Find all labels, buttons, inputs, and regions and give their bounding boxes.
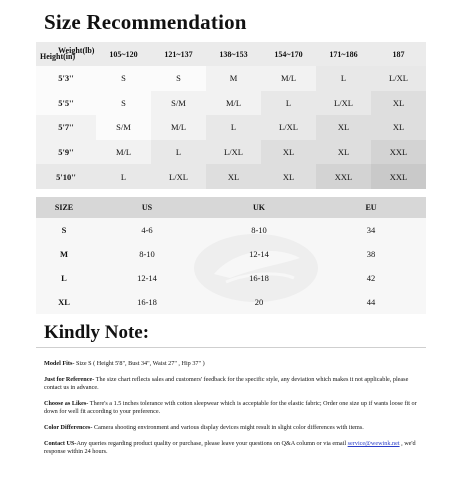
size-cell: XXL	[316, 164, 371, 189]
notes-section	[44, 360, 420, 464]
height-header: 5'3''	[36, 66, 96, 91]
table-corner-cell	[36, 42, 96, 66]
height-header: 5'5''	[36, 91, 96, 116]
size-cell: L/XL	[151, 164, 206, 189]
weight-header: 154~170	[261, 42, 316, 66]
uk-value: 16-18	[249, 273, 269, 283]
table-row	[36, 140, 426, 165]
divider	[36, 347, 426, 348]
us-column-header: US	[141, 203, 153, 212]
size-cell: XL	[206, 164, 261, 189]
weight-header: 105~120	[96, 42, 151, 66]
note-label: Just for Reference-	[44, 376, 95, 383]
size-cell: L	[96, 164, 151, 189]
size-cell: S	[96, 91, 151, 116]
size-cell: L	[206, 115, 261, 140]
weight-header: 171~186	[316, 42, 371, 66]
note-text: Camera shooting environment and various display devices might result in slight color differences with items.	[92, 424, 364, 431]
eu-value: 34	[366, 225, 376, 235]
size-cell: M/L	[96, 140, 151, 165]
page-title: Size Recommendation	[44, 10, 247, 34]
size-cell: S	[151, 66, 206, 91]
table-row	[36, 242, 426, 266]
weight-header-row	[36, 42, 426, 66]
size-cell: XL	[316, 115, 371, 140]
table-row	[36, 218, 426, 242]
weight-axis-label: Weight(lb)	[58, 46, 95, 55]
table-row	[36, 91, 426, 116]
size-cell: M/L	[151, 115, 206, 140]
size-cell: S/M	[151, 91, 206, 116]
size-recommendation-table	[36, 42, 426, 189]
eu-value: 42	[366, 273, 376, 283]
size-label: L	[61, 273, 67, 283]
uk-column-header: UK	[253, 203, 265, 212]
size-cell: XL	[261, 164, 316, 189]
weight-header: 138~153	[206, 42, 261, 66]
note-label: Contact US-	[44, 440, 77, 447]
us-value: 16-18	[137, 297, 157, 307]
note-text: The size chart reflects sales and customers' feedback for the specific style, any deviation which makes it not applicable, please contact us in advance.	[44, 376, 409, 391]
note-label: Model Fits-	[44, 360, 75, 367]
size-cell: M/L	[206, 91, 261, 116]
size-cell: XL	[316, 140, 371, 165]
email-link[interactable]: service@wewink.net	[347, 440, 400, 447]
size-cell: L	[316, 66, 371, 91]
size-label: XL	[58, 297, 70, 307]
table-row	[36, 115, 426, 140]
size-label: M	[59, 249, 69, 259]
height-axis-label: Height(in)	[40, 52, 76, 61]
note-model-fits	[44, 360, 420, 368]
note-label: Choose as Likes-	[44, 400, 89, 407]
note-text: , we'd response within 24 hours.	[44, 440, 416, 455]
size-cell: L/XL	[206, 140, 261, 165]
size-cell: XL	[261, 140, 316, 165]
size-cell: L	[261, 91, 316, 116]
eu-value: 44	[366, 297, 376, 307]
table-row	[36, 266, 426, 290]
note-text: There's a 1.5 inches tolerance with cotton sleepwear which is acceptable for the elastic fabric; Order one size up if wants loose fit or down for well fit according to your preference.	[44, 400, 417, 415]
note-color-differences	[44, 424, 420, 432]
height-header: 5'9''	[36, 140, 96, 165]
size-cell: XL	[371, 115, 426, 140]
size-cell: M	[206, 66, 261, 91]
note-reference	[44, 376, 420, 392]
kindly-note-heading: Kindly Note:	[44, 322, 150, 343]
eu-value: 38	[366, 249, 376, 259]
weight-header: 121~137	[151, 42, 206, 66]
size-cell: XXL	[371, 140, 426, 165]
height-header: 5'7''	[36, 115, 96, 140]
conversion-body	[36, 218, 426, 314]
note-contact-us	[44, 440, 420, 456]
size-cell: XXL	[371, 164, 426, 189]
size-cell: S	[96, 66, 151, 91]
us-value: 12-14	[137, 273, 157, 283]
table-row	[36, 66, 426, 91]
size-conversion-table	[36, 197, 426, 314]
size-cell: L	[151, 140, 206, 165]
size-cell: XL	[371, 91, 426, 116]
eu-column-header: EU	[365, 203, 377, 212]
uk-value: 20	[254, 297, 264, 307]
weight-header: 187	[371, 42, 426, 66]
us-value: 8-10	[139, 249, 155, 259]
size-cell: L/XL	[261, 115, 316, 140]
height-header: 5'10''	[36, 164, 96, 189]
size-label: S	[61, 225, 67, 235]
note-label: Color Differences-	[44, 424, 93, 431]
note-text: Any queries regarding product quality or purchase, please leave your questions on Q&A column or via email	[76, 440, 348, 447]
conversion-header-row	[36, 197, 426, 218]
table-row	[36, 290, 426, 314]
size-cell: L/XL	[371, 66, 426, 91]
us-value: 4-6	[141, 225, 153, 235]
table-row	[36, 164, 426, 189]
size-cell: S/M	[96, 115, 151, 140]
size-cell: L/XL	[316, 91, 371, 116]
note-text: Size S ( Height 5'8", Bust 34", Waist 27" , Hip 37" )	[74, 360, 205, 367]
note-choose-as-likes	[44, 400, 420, 416]
size-column-header: SIZE	[54, 203, 74, 212]
size-cell: M/L	[261, 66, 316, 91]
uk-value: 8-10	[251, 225, 267, 235]
uk-value: 12-14	[249, 249, 269, 259]
